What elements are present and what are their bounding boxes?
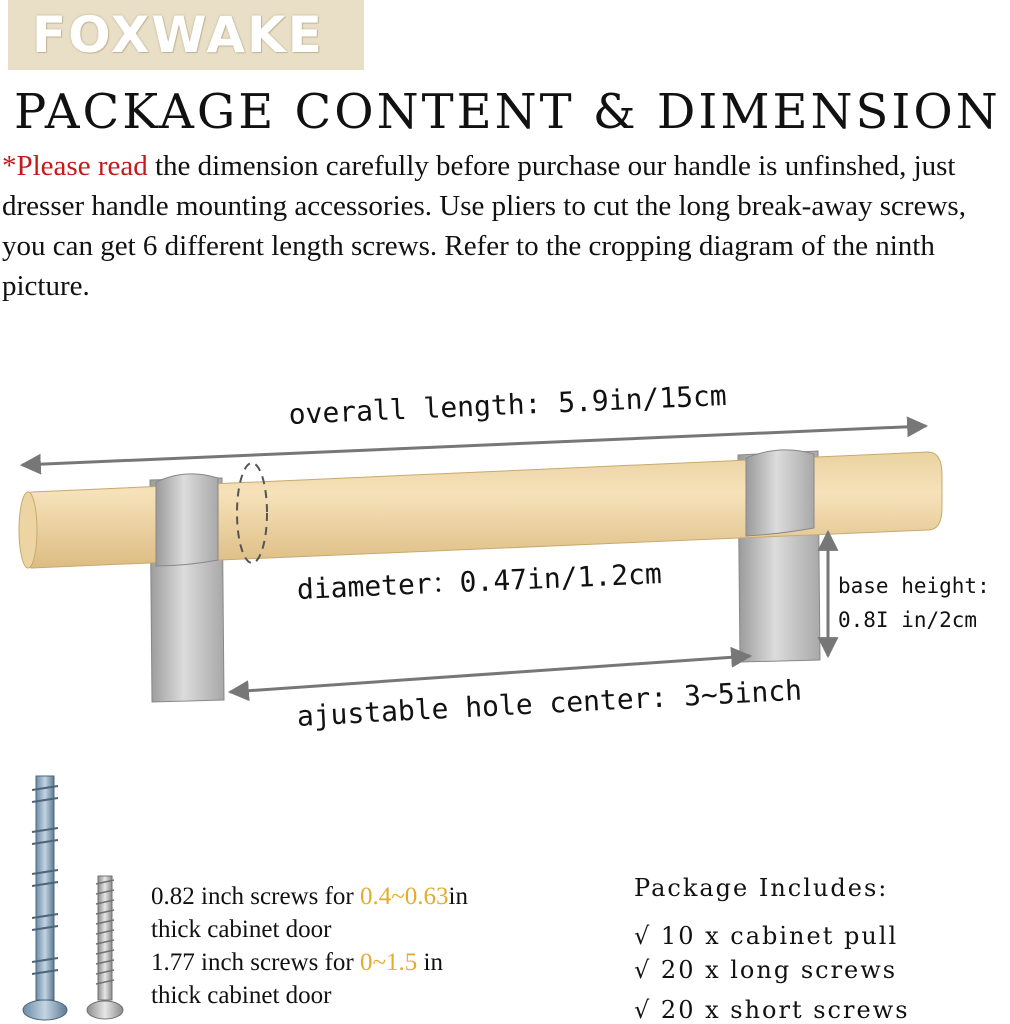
long-screw-icon [23,776,67,1020]
right-clamp [746,450,814,536]
brand-logo-box [8,0,364,70]
base-height-value: 0.8I in/2cm [838,608,978,632]
brand-logo: FOXWAKE [32,6,324,64]
left-clamp [156,474,218,566]
package-item-short-screws: √ 20 x short screws [634,996,910,1024]
screw-unit-long: in [417,949,443,976]
package-item-pulls: √ 10 x cabinet pull [634,922,899,950]
screw-line3: 1.77 inch screws for [151,949,360,976]
warning-text: *Please read [2,150,148,182]
intro-paragraph [2,146,1007,306]
package-title: Package Includes: [634,874,889,902]
intro-text: the dimension carefully before purchase our handle is unfinshed, just dresser handle mounting accessories. Use pliers to cut the long break-away screws, you can get 6 different length screws. Refer to the cropping diagram of the ninth picture. [2,150,966,302]
screw-range-long: 0~1.5 [359,949,418,976]
screw-line2: thick cabinet door [151,916,332,943]
base-height-label: base height: [838,574,990,598]
screw-line4: thick cabinet door [151,982,332,1009]
short-screw-description [151,880,468,1012]
diameter-label: diameter：0.47in/1.2cm [296,557,663,606]
page-title: PACKAGE CONTENT & DIMENSION [14,84,1001,140]
package-item-long-screws: √ 20 x long screws [634,956,898,984]
overall-length-label: overall length: 5.9in/15cm [288,378,728,431]
screw-range-short: 0.4~0.63 [359,883,449,910]
screw-unit-short: in [448,883,468,910]
screw-line1: 0.82 inch screws for [151,883,360,910]
short-screw-icon [87,876,123,1019]
screws-illustration [20,772,160,1022]
hole-center-label: ajustable hole center: 3~5inch [296,673,803,733]
